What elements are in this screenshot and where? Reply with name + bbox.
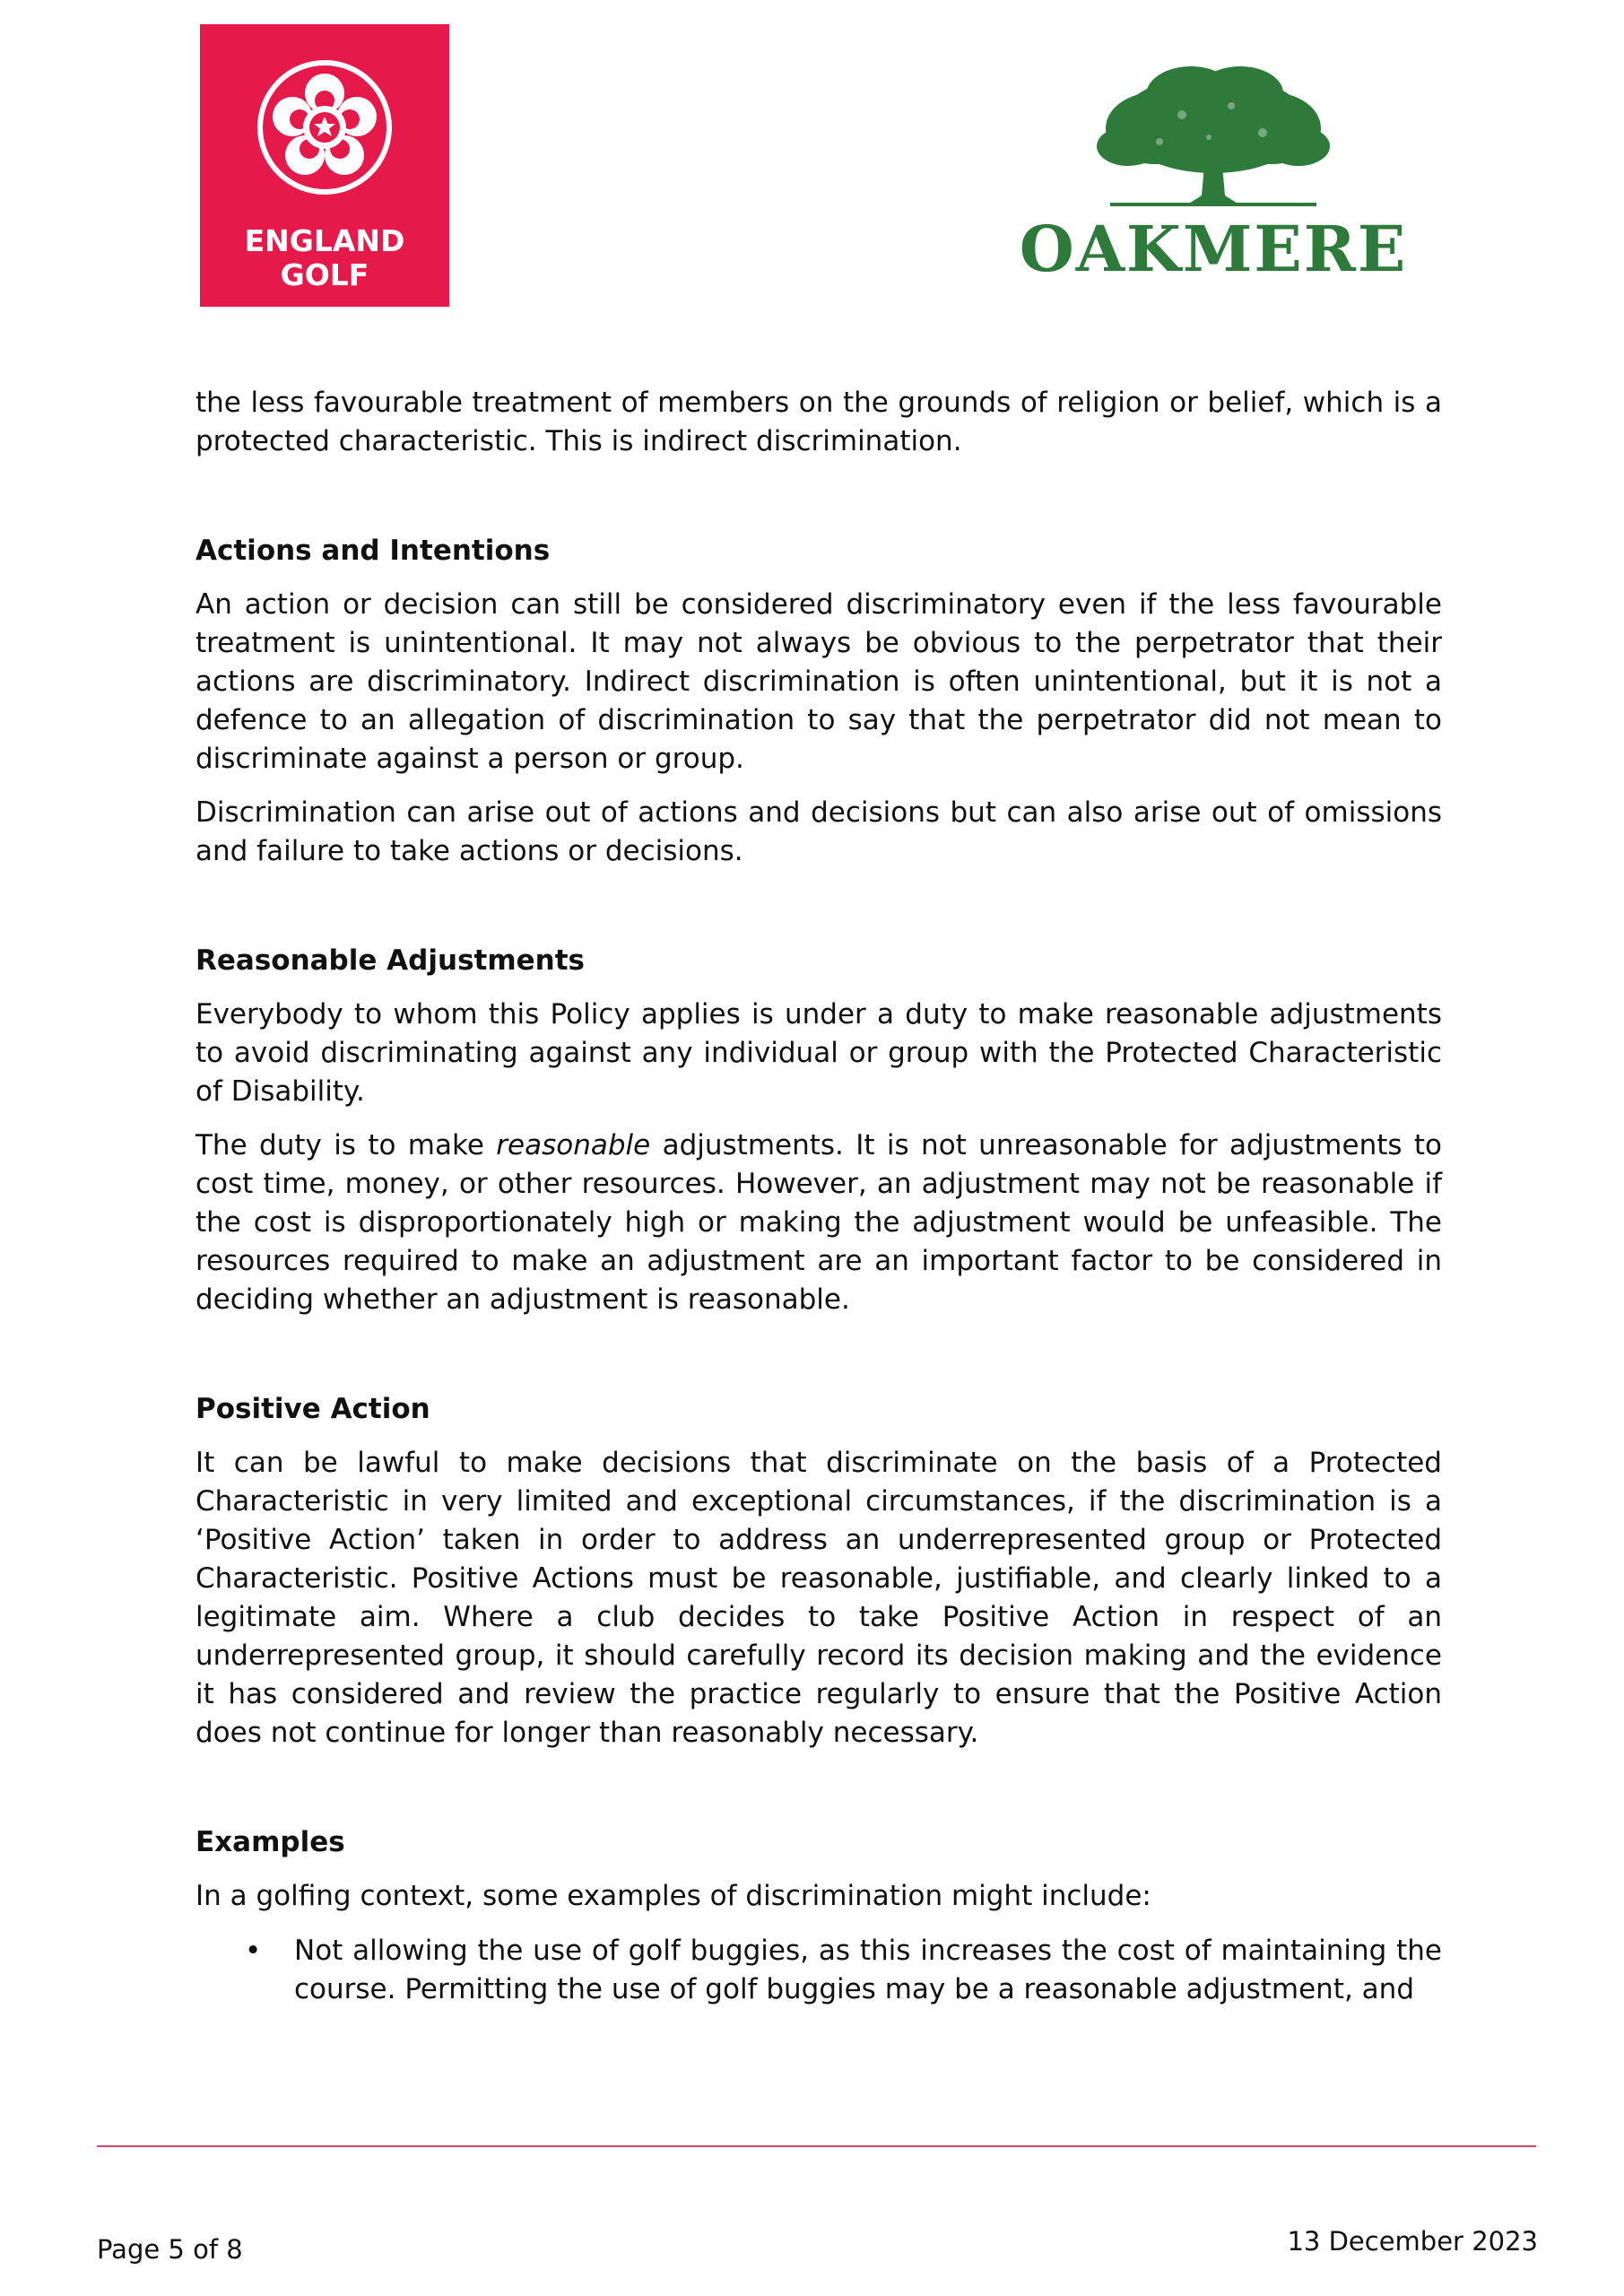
oakmere-logo [1003, 61, 1424, 285]
england-golf-logo [200, 24, 449, 307]
tudor-rose-icon [200, 24, 449, 222]
duty-text-emphasis: reasonable [496, 1129, 651, 1161]
paragraph-duty [195, 1126, 1442, 1319]
oak-tree-icon [1003, 61, 1424, 213]
section-heading-actions: Actions and Intentions [195, 535, 551, 567]
duty-text-before: The duty is to make [195, 1129, 497, 1161]
document-body [195, 384, 1442, 2009]
paragraph: It can be lawful to make decisions that discriminate on the basis of a Protected Characteristic in very limited and exceptional circumstances, if the discrimination is a ‘Positive Action’ taken in order to address an underrepresented group or Protected Characteristic. Positive Actions must be reasonable, justifiable, and clearly linked to a legitimate aim. Where a club decides to take Positive Action in respect of an underrepresented group, it should carefully record its decision making and the evidence it has considered and review the practice regularly to ensure that the Positive Action does not continue for longer than reasonably necessary. [195, 1447, 1442, 1749]
duty-text-after: adjustments. It is not unreasonable for adjustments to cost time, money, or other resources. However, an adjustment may not be reasonable if the cost is disproportionately high or making the adjustment would be unfeasible. The resources required to make an adjustment are an important factor to be considered in deciding whether an adjustment is reasonable. [195, 1129, 1443, 1316]
examples-list [195, 1932, 1442, 2009]
section-heading-reasonable-adjustments: Reasonable Adjustments [195, 944, 585, 977]
paragraph: An action or decision can still be considered discriminatory even if the less favourable treatment is unintentional. It may not always be obvious to the perpetrator that their actions are discriminatory. Indirect discrimination is often unintentional, but it is not a defence to an allegation of discrimination to say that the perpetrator did not mean to discriminate against a person or group. [195, 588, 1442, 775]
paragraph: Everybody to whom this Policy applies is under a duty to make reasonable adjustments to avoid discriminating against any individual or group with the Protected Characteristic of Disability. [195, 998, 1442, 1108]
intro-paragraph: the less favourable treatment of members on the grounds of religion or belief, which is a protected characteristic. This is indirect discrimination. [195, 387, 1442, 457]
logo-text-england: ENGLAND [244, 223, 405, 258]
footer-divider [97, 2145, 1536, 2147]
list-item [195, 1932, 1442, 2009]
logo-text-oakmere: OAKMERE [1019, 212, 1408, 286]
section-heading-positive-action: Positive Action [195, 1393, 430, 1425]
paragraph: Discrimination can arise out of actions and decisions but can also arise out of omissions and failure to take actions or decisions. [195, 796, 1442, 867]
page-number: Page 5 of 8 [97, 2234, 243, 2265]
section-heading-examples: Examples [195, 1826, 345, 1858]
paragraph: In a golfing context, some examples of discrimination might include: [195, 1880, 1151, 1912]
document-date: 13 December 2023 [1287, 2226, 1538, 2257]
list-item-text: Not allowing the use of golf buggies, as this increases the cost of maintaining the course. Permitting the use of golf buggies may be a reasonable adjustment, and [294, 1935, 1442, 2005]
logo-text-golf: GOLF [280, 257, 369, 292]
bullet-icon: • [245, 1935, 262, 1967]
